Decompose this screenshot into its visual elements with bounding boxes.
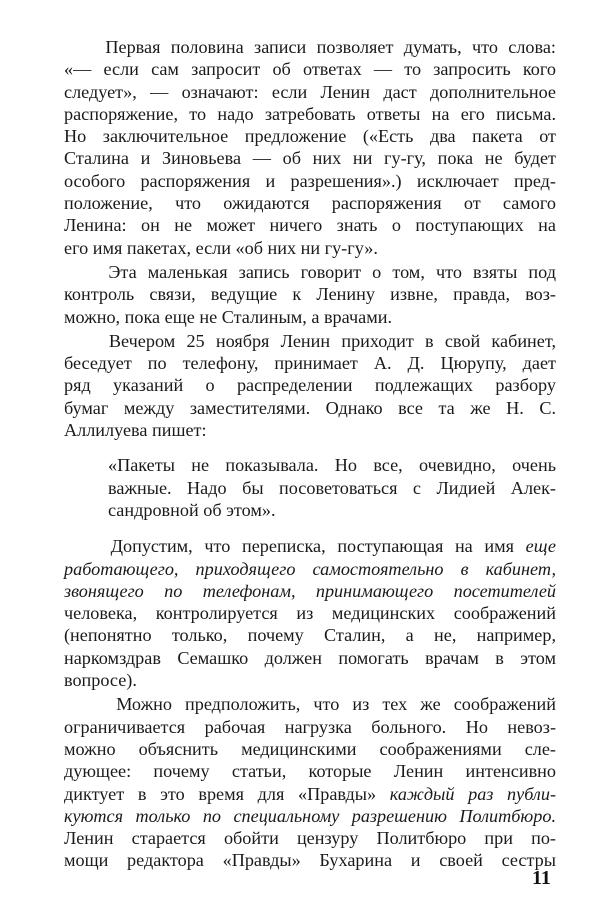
text-line: Аллилуева пишет: [64,420,207,441]
text-line: Первая половина записи позволяет думать, что слова: [64,37,556,57]
text-line: следует», — означают: если Ленин даст дополнительное [64,81,556,102]
paragraph-5 [64,693,556,871]
text-line: дующее: почему статьи, которые Ленин интенсивно [64,761,556,782]
text-span: диктует в это время для «Правды» [64,783,390,804]
page-number: 11 [532,867,551,889]
italic-line: работающего, приходящего самостоятельно в кабинет, [64,558,556,579]
text-line: можно объяснить медицинскими соображениями сле- [64,738,556,759]
text-line: Ленин старается обойти цензуру Политбюро при по- [64,828,556,849]
book-page [64,36,556,872]
paragraph-2 [64,261,556,328]
text-line: Вечером 25 ноября Ленин приходит в свой кабинет, [64,330,556,351]
text-line: бумаг между заместителями. Однако все та же Н. С. [64,397,556,418]
paragraph-4 [64,535,556,691]
paragraph-1 [64,36,556,259]
text-line: «— если сам запросит об ответах — то запросить кого [64,59,556,80]
quote-line: сандровной об этом». [108,499,276,520]
text-line: ограничивается рабочая нагрузка больного. Но невоз- [64,716,556,737]
text-line: беседует по телефону, принимает А. Д. Цюрупу, дает [64,353,556,374]
italic-line: звонящего по телефонам, принимающего посетителей [64,580,556,601]
text-span: Допустим, что переписка, поступающая на имя [64,536,526,557]
paragraph-3 [64,330,556,441]
italic-span: еще [525,536,556,557]
text-line: человека, контролируется из медицинских соображений [64,603,556,624]
text-line: Ленина: он не может ничего знать о поступающих на [64,215,556,236]
text-line: Можно предположить, что из тех же соображений [64,694,556,715]
italic-line: куются только по специальному разрешению Политбюро. [64,805,556,826]
text-line [64,535,556,557]
text-line: Сталина и Зиновьева — об них ни гу-гу, пока не будет [64,148,556,169]
text-line: наркомздрав Семашко должен помогать врачам в этом [64,647,556,668]
block-quote [64,454,556,521]
text-line: мощи редактора «Правды» Бухарина и своей сестры [64,850,556,871]
text-line: контроль связи, ведущие к Ленину извне, правда, воз- [64,284,556,305]
text-line: (непонятно только, почему Сталин, а не, например, [64,625,556,646]
text-line: вопросе). [64,670,137,691]
quote-line: «Пакеты не показывала. Но все, очевидно, очень [108,455,556,476]
text-line [64,783,556,805]
text-line: распоряжение, то надо затребовать ответы на его письма. [64,103,556,124]
text-line: положение, что ожидаются распоряжения от самого [64,193,556,214]
text-line: Эта маленькая запись говорит о том, что взяты под [64,261,556,282]
text-line: Но заключительное предложение («Есть два пакета от [64,126,556,147]
text-line: особого распоряжения и разрешения».) исключает пред- [64,170,556,191]
text-line: можно, пока еще не Сталиным, а врачами. [64,306,393,327]
text-line: ряд указаний о распределении подлежащих разбору [64,375,556,396]
quote-line: важные. Надо бы посоветоваться с Лидией Алек- [108,477,556,498]
text-line: его имя пакетах, если «об них ни гу-гу». [64,237,378,258]
italic-span: каждый раз публи- [389,783,556,804]
